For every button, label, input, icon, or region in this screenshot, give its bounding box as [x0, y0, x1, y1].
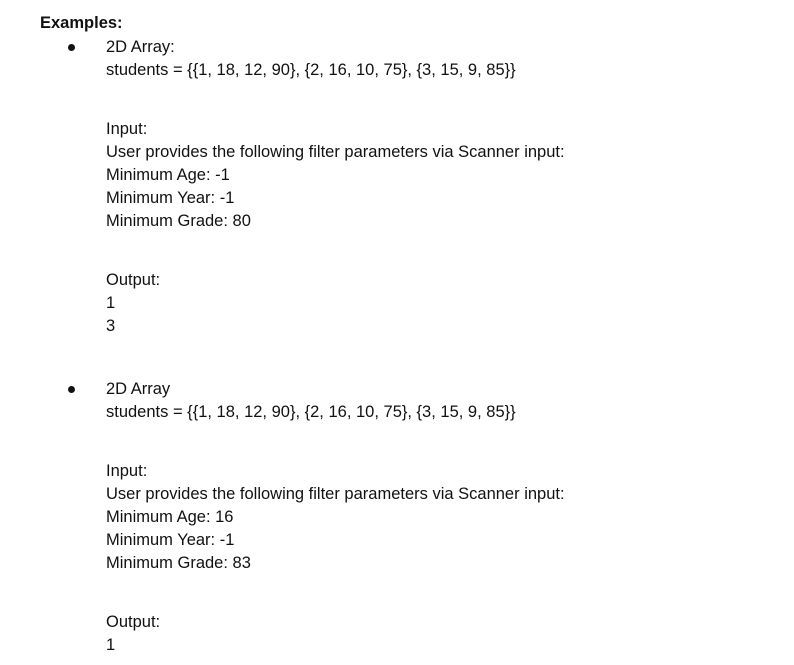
output-label: Output:: [106, 271, 161, 289]
examples-heading: Examples:: [40, 14, 123, 32]
array-definition: students = {{1, 18, 12, 90}, {2, 16, 10, 75}, {3, 15, 9, 85}}: [106, 403, 516, 421]
array-definition: students = {{1, 18, 12, 90}, {2, 16, 10, 75}, {3, 15, 9, 85}}: [106, 61, 516, 79]
array-label: 2D Array:: [106, 38, 175, 56]
example-1: [106, 36, 565, 338]
min-grade: Minimum Grade: 83: [106, 554, 251, 572]
bullet-icon: [68, 386, 75, 393]
min-year: Minimum Year: -1: [106, 531, 235, 549]
bullet-icon: [68, 44, 75, 51]
output-line: 1: [106, 294, 116, 312]
array-label: 2D Array: [106, 380, 171, 398]
min-year: Minimum Year: -1: [106, 189, 235, 207]
min-age: Minimum Age: 16: [106, 508, 234, 526]
input-label: Input:: [106, 120, 148, 138]
min-grade: Minimum Grade: 80: [106, 212, 251, 230]
input-description: User provides the following filter parameters via Scanner input:: [106, 143, 565, 161]
input-label: Input:: [106, 462, 148, 480]
output-label: Output:: [106, 613, 161, 631]
example-2: [106, 378, 565, 657]
input-description: User provides the following filter parameters via Scanner input:: [106, 485, 565, 503]
output-line: 1: [106, 636, 116, 654]
min-age: Minimum Age: -1: [106, 166, 230, 184]
output-line: 3: [106, 317, 116, 335]
